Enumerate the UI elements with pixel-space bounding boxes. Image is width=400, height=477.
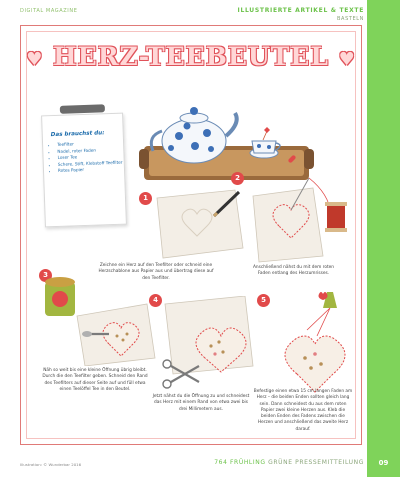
title-heart-left-icon: ♥ xyxy=(26,49,44,70)
title-text: HERZ-TEEBEUTEL xyxy=(53,42,329,71)
footer-issue: 764 FRÜHLING xyxy=(214,459,266,466)
step-1-illustration xyxy=(139,186,249,261)
step-2-illustration xyxy=(239,174,354,264)
step-3-caption: Näh so weit bis eine kleine Öffnung übrig bleibt. Durch die den Teefilter geben. Schneid den Rand des Teefilters auf dieser Seite auf und füll etwa einen Teelöffel Tee in den Beutel. xyxy=(42,368,148,392)
step-4-caption: Jetzt nähst du die Öffnung zu und schneidest das Herz mit einem Rand von etwa zwei bis drei Millimetern aus. xyxy=(152,394,250,412)
side-color-strip xyxy=(367,0,400,477)
header-section-sub: BASTELN xyxy=(337,16,364,22)
header-left-label: DIGITAL MAGAZINE xyxy=(20,8,78,14)
footer-section xyxy=(214,459,364,466)
pen-clip-icon xyxy=(60,104,105,114)
step-3-number: 3 xyxy=(39,269,52,282)
footer-credit: Illustration: © Wunderbar 2016 xyxy=(20,462,82,467)
step-1-caption: Zeichne ein Herz auf den Teefilter oder schneid eine Herzschablone aus Papier aus und übertrag diese auf den Teefilter. xyxy=(98,263,214,281)
materials-item: • Nadel, roter Faden xyxy=(57,146,122,155)
step-2-caption: Anschließend nähst du mit dem roten Faden entlang des Herzumrisses. xyxy=(252,265,335,277)
materials-item: • Schere, Stift, Klebstoff Teefilter xyxy=(58,159,123,168)
page-number: 09 xyxy=(378,459,389,467)
step-5-caption: Befestige einen etwa 15 cm langen Faden am Herz – die beiden Enden sollten gleich lang sein. Dann schneidest du aus dem roten Papier zwei kleine Herzen aus. Kleb die beiden Enden des Fadens zwischen die Herzen und anschließend das zweite Herz darauf. xyxy=(253,389,353,432)
materials-note xyxy=(41,113,127,228)
materials-heading: Das brauchst du: xyxy=(50,130,105,139)
step-1-number: 1 xyxy=(139,192,152,205)
header-section-title: ILLUSTRIERTE ARTIKEL & TEXTE xyxy=(237,7,364,14)
materials-item: • Rotes Papier xyxy=(58,166,123,175)
materials-list xyxy=(49,140,123,175)
materials-item: • Teefilter xyxy=(57,140,122,149)
footer-section-sub: GRÜNE PRESSEMITTEILUNG xyxy=(268,459,364,466)
step-4-number: 4 xyxy=(149,294,162,307)
step-4-illustration xyxy=(151,296,261,396)
title-heart-right-icon: ♥ xyxy=(338,49,356,70)
article-title xyxy=(21,42,361,71)
article-frame xyxy=(20,25,362,445)
step-2-number: 2 xyxy=(231,172,244,185)
materials-item: • Loser Tee xyxy=(57,153,122,162)
step-3-illustration xyxy=(39,276,159,366)
step-5-illustration xyxy=(257,286,357,406)
step-5-number: 5 xyxy=(257,294,270,307)
teapot-tray-illustration xyxy=(139,91,314,186)
